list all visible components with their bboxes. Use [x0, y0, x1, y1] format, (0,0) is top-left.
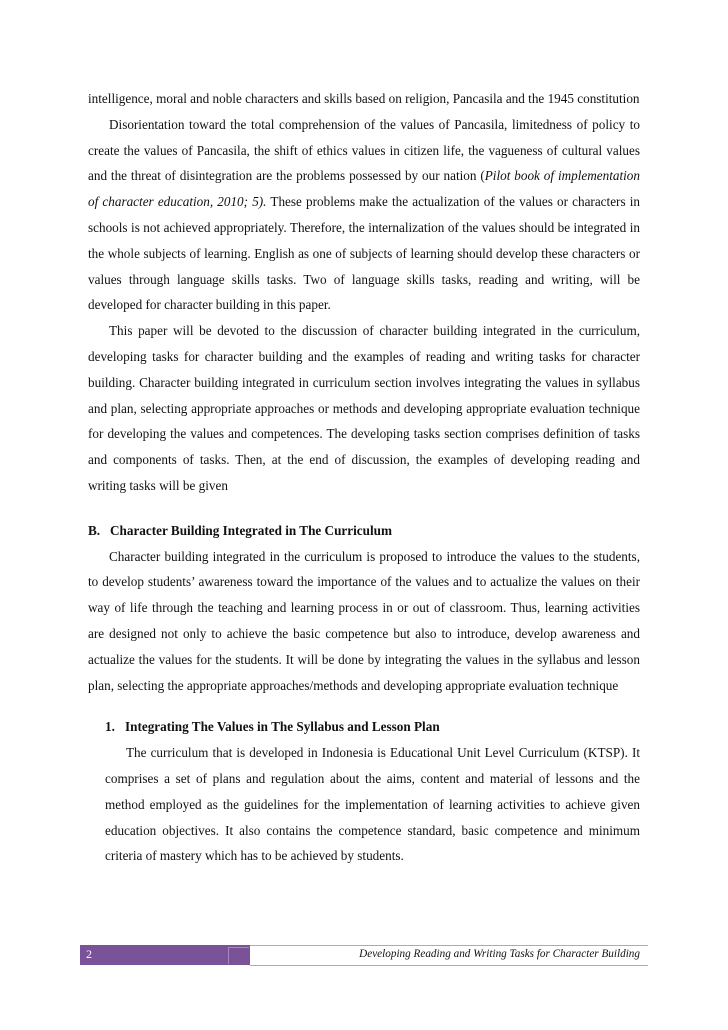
paragraph-disorientation-text-cont: These problems make the actualization of the values or characters in schools is not achieved appropriately. Therefore, the internalization of the values should be integrated in the whole subjects of learning. English as one of subjects of learning should develop these characters or values through language skills tasks. Two of language skills tasks, reading and writing, will be developed for character building in this paper.	[88, 194, 640, 313]
section-b-title: Character Building Integrated in The Curriculum	[110, 522, 392, 538]
page-body	[88, 86, 640, 869]
running-title: Developing Reading and Writing Tasks for Character Building	[359, 948, 640, 960]
section-b-heading	[88, 518, 640, 544]
subsection-1-label: 1.	[105, 719, 115, 735]
subsection-1-heading	[105, 714, 640, 740]
page-number: 2	[86, 947, 92, 961]
paragraph-disorientation	[88, 112, 640, 318]
paragraph-subsection-1: The curriculum that is developed in Indonesia is Educational Unit Level Curriculum (KTSP). It comprises a set of plans and regulation about the aims, content and material of lessons and the method employed as the guidelines for the implementation of learning activities to achieve given education objectives. It also contains the competence standard, basic competence and minimum criteria of mastery which has to be achieved by students.	[105, 745, 640, 864]
citation-pilot-book: Pilot book of implementation of character education, 2010; 5).	[88, 168, 640, 210]
subsection-1-title: Integrating The Values in The Syllabus and Lesson Plan	[125, 719, 440, 735]
paragraph-disorientation-text: Disorientation toward the total comprehension of the values of Pancasila, limitedness of policy to create the values of Pancasila, the shift of ethics values in citizen life, the vagueness of cultural values and the threat of disintegration are the problems possessed by our nation (	[88, 116, 640, 184]
paragraph-intro-continuation: intelligence, moral and noble characters and skills based on religion, Pancasila and the 1945 constitution	[88, 91, 640, 106]
subsection-1	[105, 714, 640, 869]
paragraph-section-b: Character building integrated in the curriculum is proposed to introduce the values to the students, to develop students’ awareness toward the importance of the values and to actualize the values on their way of life through the teaching and learning process in or out of classroom. Thus, learning activities are designed not only to achieve the basic competence but also to introduce, develop awareness and actualize the values for the students. It will be done by integrating the values in the syllabus and lesson plan, selecting the appropriate approaches/methods and developing appropriate evaluation technique	[88, 548, 640, 693]
footer-page-bar	[80, 945, 250, 965]
footer-rule-bottom	[250, 965, 648, 966]
page-footer	[80, 945, 648, 967]
footer-bar-accent	[228, 947, 249, 964]
paragraph-paper-overview: This paper will be devoted to the discussion of character building integrated in the curriculum, developing tasks for character building and the examples of reading and writing tasks for character building. Character building integrated in curriculum section involves integrating the values in syllabus and plan, selecting appropriate approaches or methods and developing appropriate evaluation technique for developing the values and competences. The developing tasks section comprises definition of tasks and components of tasks. Then, at the end of discussion, the examples of developing reading and writing tasks will be given	[88, 323, 640, 493]
section-b-label: B.	[88, 522, 101, 538]
